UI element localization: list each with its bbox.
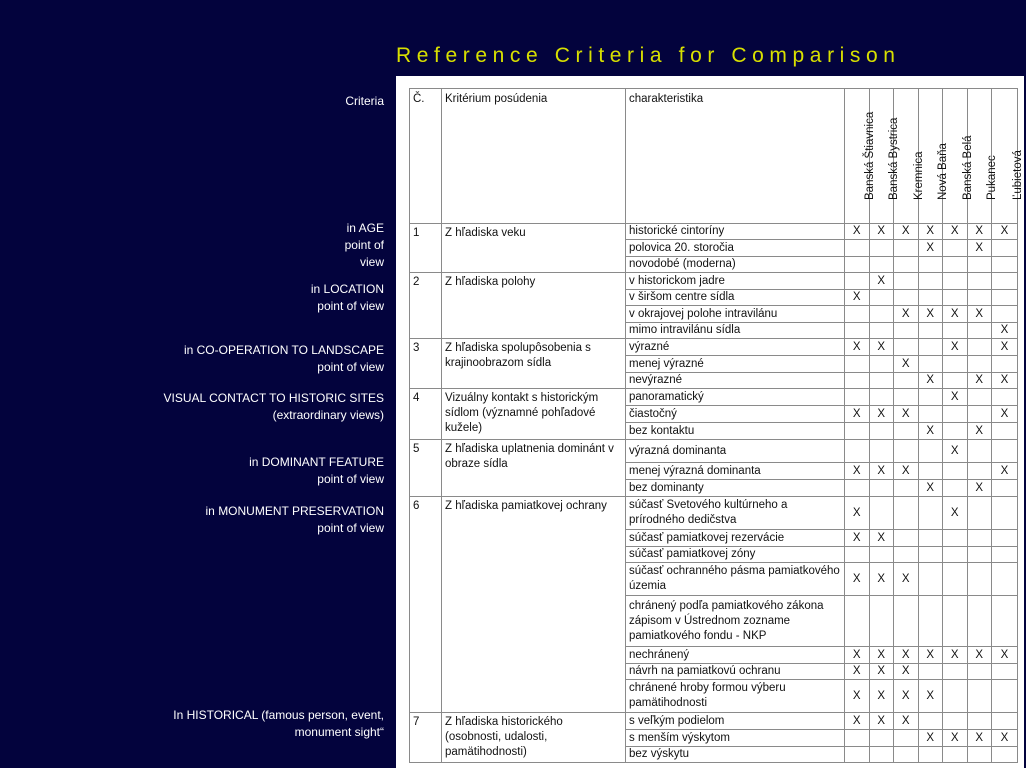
mark-cell: X [869, 664, 894, 680]
mark-cell: X [869, 563, 894, 596]
mark-cell: X [845, 406, 870, 423]
mark-cell [869, 373, 894, 389]
mark-cell [845, 547, 870, 563]
criteria-table-panel [396, 76, 1024, 768]
side-label-line: In HISTORICAL (famous person, event, [173, 708, 384, 722]
mark-cell [967, 323, 992, 339]
mark-cell: X [967, 373, 992, 389]
mark-cell [992, 356, 1018, 373]
mark-cell [967, 596, 992, 647]
mark-cell [918, 406, 943, 423]
mark-cell [943, 563, 968, 596]
characteristic-cell: bez dominanty [626, 480, 845, 497]
side-label-line: in LOCATION [310, 282, 384, 296]
mark-cell [967, 747, 992, 763]
mark-cell [967, 356, 992, 373]
mark-cell [845, 730, 870, 747]
mark-cell: X [869, 463, 894, 480]
mark-cell: X [845, 463, 870, 480]
mark-cell: X [943, 306, 968, 323]
side-label-line: Criteria [345, 94, 384, 108]
mark-cell [869, 480, 894, 497]
header-characteristic: charakteristika [626, 89, 845, 224]
mark-cell [869, 323, 894, 339]
mark-cell [869, 257, 894, 273]
mark-cell [894, 273, 919, 290]
page-title: Reference Criteria for Comparison [396, 44, 901, 67]
mark-cell: X [918, 730, 943, 747]
mark-cell: X [992, 406, 1018, 423]
mark-cell: X [967, 647, 992, 664]
table-body [410, 224, 1018, 763]
mark-cell [992, 547, 1018, 563]
characteristic-cell: chránené hroby formou výberu pamätihodnosti [626, 680, 845, 713]
characteristic-cell: panoramatický [626, 389, 845, 406]
mark-cell [894, 547, 919, 563]
mark-cell: X [943, 339, 968, 356]
mark-cell [967, 389, 992, 406]
mark-cell: X [992, 323, 1018, 339]
mark-cell [967, 290, 992, 306]
group-number: 5 [410, 440, 442, 497]
characteristic-cell: nevýrazné [626, 373, 845, 389]
characteristic-cell: v historickom jadre [626, 273, 845, 290]
mark-cell: X [992, 647, 1018, 664]
mark-cell [894, 373, 919, 389]
mark-cell [967, 713, 992, 730]
mark-cell: X [869, 680, 894, 713]
mark-cell [992, 240, 1018, 257]
mark-cell [943, 747, 968, 763]
mark-cell [869, 730, 894, 747]
mark-cell [918, 664, 943, 680]
group-criterion: Z hľadiska historického (osobnosti, udalosti, pamätihodnosti) [442, 713, 626, 763]
mark-cell: X [943, 224, 968, 240]
characteristic-cell: v širšom centre sídla [626, 290, 845, 306]
mark-cell [845, 747, 870, 763]
mark-cell [918, 323, 943, 339]
group-number: 6 [410, 497, 442, 713]
mark-cell [967, 530, 992, 547]
characteristic-cell: čiastočný [626, 406, 845, 423]
mark-cell: X [918, 423, 943, 440]
mark-cell [918, 257, 943, 273]
mark-cell: X [869, 339, 894, 356]
characteristic-cell: s veľkým podielom [626, 713, 845, 730]
mark-cell: X [918, 224, 943, 240]
side-label-age [345, 220, 384, 271]
mark-cell [918, 356, 943, 373]
mark-cell: X [967, 423, 992, 440]
mark-cell [918, 273, 943, 290]
mark-cell [845, 323, 870, 339]
mark-cell: X [992, 463, 1018, 480]
mark-cell: X [894, 356, 919, 373]
side-label-visual [164, 390, 385, 424]
mark-cell [967, 406, 992, 423]
mark-cell: X [894, 224, 919, 240]
mark-cell [845, 373, 870, 389]
mark-cell: X [894, 306, 919, 323]
table-row [410, 497, 1018, 530]
side-label-cooperation [184, 342, 384, 376]
mark-cell [894, 440, 919, 463]
mark-cell: X [918, 647, 943, 664]
mark-cell [894, 480, 919, 497]
mark-cell [967, 273, 992, 290]
mark-cell [918, 530, 943, 547]
mark-cell: X [894, 463, 919, 480]
mark-cell [869, 306, 894, 323]
side-label-historical [173, 707, 384, 741]
mark-cell [869, 596, 894, 647]
mark-cell: X [845, 339, 870, 356]
mark-cell [869, 389, 894, 406]
characteristic-cell: súčasť Svetového kultúrneho a prírodného dedičstva [626, 497, 845, 530]
mark-cell [943, 480, 968, 497]
mark-cell: X [869, 713, 894, 730]
mark-cell [943, 273, 968, 290]
header-town: Pukanec [967, 89, 992, 224]
group-criterion: Z hľadiska spolupôsobenia s krajinoobrazom sídla [442, 339, 626, 389]
mark-cell [943, 257, 968, 273]
mark-cell [943, 323, 968, 339]
mark-cell [992, 680, 1018, 713]
mark-cell: X [869, 273, 894, 290]
mark-cell: X [845, 530, 870, 547]
mark-cell [943, 664, 968, 680]
mark-cell: X [943, 389, 968, 406]
mark-cell: X [894, 680, 919, 713]
mark-cell: X [894, 713, 919, 730]
mark-cell [992, 273, 1018, 290]
mark-cell [992, 440, 1018, 463]
mark-cell: X [845, 290, 870, 306]
criteria-table [409, 88, 1024, 763]
characteristic-cell: mimo intravilánu sídla [626, 323, 845, 339]
mark-cell [869, 497, 894, 530]
characteristic-cell: výrazné [626, 339, 845, 356]
mark-cell: X [869, 406, 894, 423]
mark-cell [943, 530, 968, 547]
mark-cell: X [918, 373, 943, 389]
mark-cell [869, 356, 894, 373]
group-number: 3 [410, 339, 442, 389]
mark-cell: X [894, 406, 919, 423]
mark-cell [992, 389, 1018, 406]
side-label-line: (extraordinary views) [272, 408, 384, 422]
mark-cell [992, 423, 1018, 440]
mark-cell: X [992, 339, 1018, 356]
mark-cell [894, 730, 919, 747]
side-label-monument [206, 503, 384, 537]
mark-cell [918, 747, 943, 763]
mark-cell: X [869, 647, 894, 664]
mark-cell [869, 240, 894, 257]
mark-cell [967, 440, 992, 463]
mark-cell [967, 257, 992, 273]
mark-cell: X [943, 647, 968, 664]
characteristic-cell: súčasť ochranného pásma pamiatkového územia [626, 563, 845, 596]
side-label-line: point of view [317, 472, 384, 486]
characteristic-cell: súčasť pamiatkovej rezervácie [626, 530, 845, 547]
mark-cell [967, 680, 992, 713]
mark-cell [845, 356, 870, 373]
mark-cell: X [967, 730, 992, 747]
mark-cell: X [918, 306, 943, 323]
mark-cell: X [845, 713, 870, 730]
mark-cell [894, 423, 919, 440]
mark-cell [943, 713, 968, 730]
mark-cell [894, 257, 919, 273]
side-label-line: point of [344, 238, 384, 252]
characteristic-cell: menej výrazné [626, 356, 845, 373]
mark-cell: X [845, 664, 870, 680]
mark-cell [894, 389, 919, 406]
side-label-line: in CO-OPERATION TO LANDSCAPE [183, 343, 384, 357]
characteristic-cell: výrazná dominanta [626, 440, 845, 463]
mark-cell [845, 423, 870, 440]
mark-cell [845, 240, 870, 257]
group-criterion: Z hľadiska uplatnenia dominánt v obraze sídla [442, 440, 626, 497]
mark-cell: X [845, 224, 870, 240]
mark-cell [918, 596, 943, 647]
mark-cell: X [992, 373, 1018, 389]
mark-cell: X [845, 680, 870, 713]
mark-cell: X [869, 224, 894, 240]
mark-cell: X [918, 240, 943, 257]
group-criterion: Z hľadiska polohy [442, 273, 626, 339]
characteristic-cell: menej výrazná dominanta [626, 463, 845, 480]
mark-cell [894, 240, 919, 257]
group-number: 1 [410, 224, 442, 273]
mark-cell [992, 747, 1018, 763]
table-row [410, 440, 1018, 463]
characteristic-cell: v okrajovej polohe intravilánu [626, 306, 845, 323]
characteristic-cell: súčasť pamiatkovej zóny [626, 547, 845, 563]
mark-cell [894, 747, 919, 763]
mark-cell [845, 257, 870, 273]
table-row [410, 389, 1018, 406]
side-label-dominant [249, 454, 384, 488]
header-town: Banská Bystrica [869, 89, 894, 224]
mark-cell: X [967, 306, 992, 323]
mark-cell [918, 463, 943, 480]
table-row [410, 224, 1018, 240]
mark-cell [967, 339, 992, 356]
mark-cell [869, 747, 894, 763]
table-row [410, 713, 1018, 730]
mark-cell [869, 440, 894, 463]
mark-cell [992, 257, 1018, 273]
mark-cell [894, 323, 919, 339]
mark-cell: X [967, 240, 992, 257]
header-town: Banská Belá [943, 89, 968, 224]
mark-cell: X [894, 664, 919, 680]
mark-cell [918, 497, 943, 530]
mark-cell [894, 290, 919, 306]
group-number: 4 [410, 389, 442, 440]
side-label-line: view [359, 255, 384, 269]
mark-cell: X [918, 680, 943, 713]
characteristic-cell: novodobé (moderna) [626, 257, 845, 273]
header-town: Banská Štiavnica [845, 89, 870, 224]
mark-cell: X [869, 530, 894, 547]
characteristic-cell: chránený podľa pamiatkového zákona zápisom v Ústrednom zozname pamiatkového fondu - NKP [626, 596, 845, 647]
characteristic-cell: s menším výskytom [626, 730, 845, 747]
table-header-row [410, 89, 1018, 224]
mark-cell [992, 530, 1018, 547]
side-label-line: monument sight“ [294, 725, 384, 739]
mark-cell [918, 713, 943, 730]
side-label-criteria [345, 93, 384, 110]
mark-cell [918, 290, 943, 306]
characteristic-cell: historické cintoríny [626, 224, 845, 240]
mark-cell: X [943, 440, 968, 463]
mark-cell [967, 547, 992, 563]
mark-cell [918, 339, 943, 356]
mark-cell [845, 440, 870, 463]
mark-cell [845, 480, 870, 497]
mark-cell [992, 713, 1018, 730]
side-label-line: point of view [317, 521, 384, 535]
side-label-line: point of view [317, 299, 384, 313]
mark-cell [918, 563, 943, 596]
mark-cell [845, 596, 870, 647]
mark-cell [943, 406, 968, 423]
side-label-line: in DOMINANT FEATURE [249, 455, 384, 469]
mark-cell [869, 290, 894, 306]
mark-cell: X [894, 563, 919, 596]
mark-cell [943, 547, 968, 563]
mark-cell: X [992, 224, 1018, 240]
characteristic-cell: bez kontaktu [626, 423, 845, 440]
mark-cell [992, 563, 1018, 596]
mark-cell [943, 463, 968, 480]
mark-cell [943, 680, 968, 713]
group-number: 7 [410, 713, 442, 763]
mark-cell [869, 547, 894, 563]
mark-cell: X [845, 563, 870, 596]
mark-cell [869, 423, 894, 440]
mark-cell: X [967, 224, 992, 240]
side-label-line: in AGE [346, 221, 384, 235]
characteristic-cell: návrh na pamiatkovú ochranu [626, 664, 845, 680]
mark-cell [967, 463, 992, 480]
mark-cell [918, 440, 943, 463]
mark-cell: X [845, 647, 870, 664]
mark-cell [992, 497, 1018, 530]
side-label-line: point of view [317, 360, 384, 374]
mark-cell [894, 530, 919, 547]
mark-cell: X [992, 730, 1018, 747]
mark-cell [894, 339, 919, 356]
group-criterion: Vizuálny kontakt s historickým sídlom (významné pohľadové kužele) [442, 389, 626, 440]
mark-cell [894, 497, 919, 530]
characteristic-cell: nechránený [626, 647, 845, 664]
side-label-location [311, 281, 384, 315]
group-number: 2 [410, 273, 442, 339]
table-row [410, 273, 1018, 290]
mark-cell [845, 389, 870, 406]
mark-cell [967, 497, 992, 530]
mark-cell [992, 290, 1018, 306]
header-town: Nová Baňa [918, 89, 943, 224]
mark-cell: X [943, 730, 968, 747]
mark-cell [992, 480, 1018, 497]
characteristic-cell: bez výskytu [626, 747, 845, 763]
header-criterion: Kritérium posúdenia [442, 89, 626, 224]
mark-cell: X [967, 480, 992, 497]
mark-cell [992, 664, 1018, 680]
mark-cell [845, 306, 870, 323]
header-town: Kremnica [894, 89, 919, 224]
side-label-line: in MONUMENT PRESERVATION [205, 504, 384, 518]
mark-cell [992, 596, 1018, 647]
mark-cell [943, 373, 968, 389]
characteristic-cell: polovica 20. storočia [626, 240, 845, 257]
mark-cell [918, 389, 943, 406]
side-label-line: VISUAL CONTACT TO HISTORIC SITES [163, 391, 384, 405]
mark-cell: X [845, 497, 870, 530]
mark-cell: X [943, 497, 968, 530]
group-criterion: Z hľadiska veku [442, 224, 626, 273]
header-number: Č. [410, 89, 442, 224]
mark-cell [992, 306, 1018, 323]
mark-cell [894, 596, 919, 647]
group-criterion: Z hľadiska pamiatkovej ochrany [442, 497, 626, 713]
mark-cell [943, 240, 968, 257]
mark-cell [845, 273, 870, 290]
mark-cell: X [894, 647, 919, 664]
mark-cell [967, 664, 992, 680]
mark-cell [943, 356, 968, 373]
mark-cell [943, 290, 968, 306]
header-town: Ľubietová [992, 89, 1018, 224]
mark-cell: X [918, 480, 943, 497]
mark-cell [943, 596, 968, 647]
mark-cell [943, 423, 968, 440]
mark-cell [967, 563, 992, 596]
mark-cell [918, 547, 943, 563]
table-row [410, 339, 1018, 356]
